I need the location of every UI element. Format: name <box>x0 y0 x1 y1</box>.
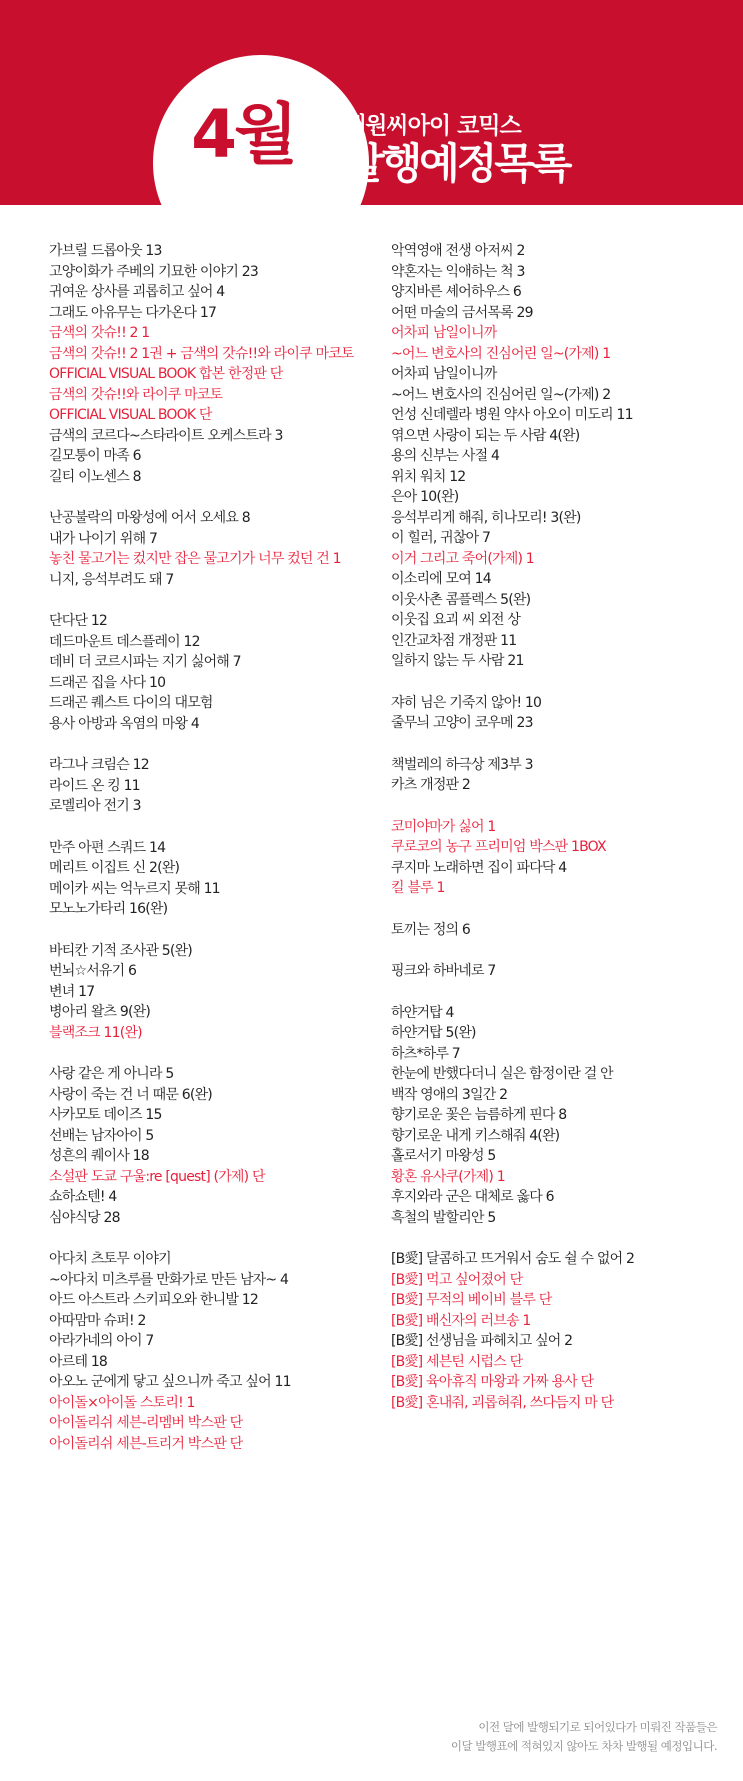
list-item: 그래도 아유무는 다가온다 17 <box>49 304 217 321</box>
list-item: 이소리에 모여 14 <box>391 571 491 587</box>
list-item: 악역영애 전생 아저씨 2 <box>391 243 525 259</box>
list-item: 일하지 않는 두 사람 21 <box>391 653 524 669</box>
list-item: 라이드 온 킹 11 <box>49 777 140 794</box>
list-item: 아라가네의 아이 7 <box>49 1333 154 1349</box>
list-item: 어차피 남일이니까 ~어느 변호사의 진심어린 일~(가제) 2 <box>391 366 611 403</box>
list-item: 하츠*하루 7 <box>391 1045 460 1062</box>
group-spacer <box>49 920 379 941</box>
list-item: 아오노 군에게 닿고 싶으니까 죽고 싶어 11 <box>49 1374 291 1390</box>
list-item-highlight: 놓친 물고기는 컸지만 잡은 물고기가 너무 컸던 건 1 <box>49 551 341 567</box>
list-item: 흑철의 발할리안 5 <box>391 1209 496 1226</box>
list-item: 이 힐러, 귀찮아 7 <box>391 530 491 546</box>
list-item: 이웃사촌 콤플렉스 5(완) <box>391 591 531 608</box>
list-item-highlight: [B愛] 먹고 싶어졌어 단 <box>391 1271 523 1288</box>
footer-line-2: 이달 발행표에 적혀있지 않아도 차차 발행될 예정입니다. <box>450 1739 717 1753</box>
list-item: 금색의 코르다~스타라이트 오케스트라 3 <box>49 427 283 444</box>
list-item-highlight: 어차피 남일이니까 ~어느 변호사의 진심어린 일~(가제) 1 <box>391 325 611 362</box>
list-item: 위치 워치 12 <box>391 468 466 485</box>
list-item: 단다단 12 <box>49 613 108 629</box>
list-item: 양지바른 셰어하우스 6 <box>391 284 521 300</box>
list-item-highlight: [B愛] 세븐틴 시럽스 단 <box>391 1353 523 1370</box>
footer-note <box>380 1718 717 1756</box>
list-item: 하얀거탑 4 <box>391 1004 454 1021</box>
group-spacer <box>49 817 379 838</box>
list-item: 메리트 이집트 신 2(완) <box>49 860 180 876</box>
group-spacer <box>49 734 379 755</box>
list-item: [B愛] 달콤하고 뜨거워서 숨도 쉴 수 없어 2 <box>391 1251 635 1267</box>
group-spacer <box>49 590 379 611</box>
list-item: 책벌레의 하극상 제3부 3 <box>391 756 533 773</box>
list-item: 라그나 크림슨 12 <box>49 757 149 773</box>
group-spacer <box>391 899 736 920</box>
group-spacer <box>391 1228 736 1249</box>
list-item: 고양이화가 주베의 기묘한 이야기 23 <box>49 263 258 280</box>
list-item: 바티칸 기적 조사관 5(완) <box>49 942 192 959</box>
list-item: 가브릴 드롭아웃 13 <box>49 243 162 259</box>
list-item-highlight: 이거 그리고 죽어(가제) 1 <box>391 550 534 567</box>
list-item: 드래곤 집을 사다 10 <box>49 674 166 691</box>
list-item: 어떤 마술의 금서목록 29 <box>391 304 533 321</box>
list-item-highlight: 소설판 도쿄 구울:re [quest] (가제) 단 <box>49 1168 265 1185</box>
list-item: 엮으면 사랑이 되는 두 사람 4(완) <box>391 427 580 444</box>
list-item-highlight: [B愛] 혼내줘, 괴롭혀줘, 쓰다듬지 마 단 <box>391 1394 614 1411</box>
list-item: 핑크와 하바네로 7 <box>391 963 496 979</box>
list-item-highlight: 코미야마가 싫어 1 <box>391 818 496 835</box>
list-item: [B愛] 선생님을 파헤치고 싶어 2 <box>391 1333 573 1349</box>
left-column <box>49 241 379 1454</box>
list-item-highlight: 블랙조크 11(완) <box>49 1024 142 1041</box>
month-label: 4월 <box>191 96 295 173</box>
list-item: 향기로운 꽃은 늠름하게 핀다 8 <box>391 1107 567 1123</box>
list-item: 데비 더 코르시파는 지기 싫어해 7 <box>49 654 241 670</box>
header-banner <box>0 0 743 205</box>
list-item: 드래곤 퀘스트 다이의 대모험 용사 아방과 옥염의 마왕 4 <box>49 695 213 732</box>
group-spacer <box>49 1228 379 1249</box>
list-item-highlight: 아이돌리쉬 세븐-트리거 박스판 단 <box>49 1435 243 1452</box>
list-item: 후지와라 군은 대체로 옳다 6 <box>391 1189 554 1205</box>
group-spacer <box>49 487 379 508</box>
list-item: 번뇌☆서유기 6 <box>49 963 137 979</box>
list-item-highlight: 킬 블루 1 <box>391 880 445 896</box>
list-item: 모노노가타리 16(완) <box>49 901 168 917</box>
list-item-highlight: 금색의 갓슈!! 2 1 <box>49 325 150 341</box>
group-spacer <box>391 940 736 961</box>
list-item: 만주 아편 스쿼드 14 <box>49 839 166 856</box>
list-item-highlight: [B愛] 무적의 베이비 블루 단 <box>391 1292 552 1308</box>
group-spacer <box>391 796 736 817</box>
list-item: 쟈히 님은 기죽지 않아! 10 <box>391 694 542 711</box>
list-item: 카츠 개정판 2 <box>391 777 471 793</box>
list-item: 병아리 왈츠 9(완) <box>49 1004 151 1020</box>
publisher-label: 대원씨아이 코믹스 <box>344 113 521 139</box>
list-item: 아르테 18 <box>49 1353 108 1370</box>
group-spacer <box>391 672 736 693</box>
list-item: 길티 이노센스 8 <box>49 468 141 485</box>
list-item: 사랑이 죽는 건 너 때문 6(완) <box>49 1086 212 1103</box>
list-item: 홀로서기 마왕성 5 <box>391 1148 496 1164</box>
list-item: 아따맘마 슈퍼! 2 <box>49 1312 146 1329</box>
list-item: 사카모토 데이즈 15 <box>49 1107 162 1123</box>
footer-line-1: 이전 달에 발행되기로 되어있다가 미뤄진 작품들은 <box>478 1720 717 1734</box>
list-item-highlight: 황혼 유사쿠(가제) 1 <box>391 1168 505 1185</box>
right-column <box>391 241 736 1413</box>
list-item: 용의 신부는 사절 4 <box>391 448 500 464</box>
list-item: 향기로운 내게 키스해줘 4(완) <box>391 1127 560 1144</box>
list-item: 쿠지마 노래하면 집이 파다닥 4 <box>391 859 567 876</box>
list-item: 아드 아스트라 스키피오와 한니발 12 <box>49 1292 258 1308</box>
list-item: 데드마운트 데스플레이 12 <box>49 633 200 650</box>
list-item: 변녀 17 <box>49 983 95 1000</box>
list-item: 니지, 응석부려도 돼 7 <box>49 571 174 588</box>
list-item-highlight: [B愛] 배신자의 러브송 1 <box>391 1312 531 1329</box>
list-item: 난공불락의 마왕성에 어서 오세요 8 <box>49 510 250 526</box>
group-spacer <box>391 982 736 1003</box>
list-item: 하얀거탑 5(완) <box>391 1025 476 1041</box>
list-item: 응석부리게 해줘, 히나모리! 3(완) <box>391 509 581 526</box>
list-item: 은아 10(완) <box>391 489 459 505</box>
list-item: 귀여운 상사를 괴롭히고 싶어 4 <box>49 284 225 300</box>
list-item: 내가 나이기 위해 7 <box>49 530 158 547</box>
list-item: 한눈에 반했다더니 실은 함정이란 걸 안 백작 영애의 3일간 2 <box>391 1066 613 1103</box>
list-item: 로멜리아 전기 3 <box>49 798 141 814</box>
list-item: 약혼자는 익애하는 척 3 <box>391 263 525 280</box>
list-item: 메이카 씨는 억누르지 못해 11 <box>49 880 220 897</box>
list-item-highlight: 아이돌리쉬 세븐-리멤버 박스판 단 <box>49 1415 243 1431</box>
list-item: 이웃집 요괴 씨 외전 상 <box>391 612 521 628</box>
list-item: 토끼는 정의 6 <box>391 921 471 938</box>
list-item: 사랑 같은 게 아니라 5 <box>49 1066 174 1082</box>
list-item: 선배는 남자아이 5 <box>49 1127 154 1144</box>
list-item-highlight: 아이돌×아이돌 스토리! 1 <box>49 1394 195 1411</box>
list-item: 쇼하쇼텐! 4 <box>49 1189 117 1205</box>
list-item: 아다치 츠토무 이야기 ~아다치 미츠루를 만화가로 만든 남자~ 4 <box>49 1251 289 1288</box>
list-item: 인간교차점 개정판 11 <box>391 632 517 649</box>
list-item: 줄무늬 고양이 코우메 23 <box>391 715 533 731</box>
group-spacer <box>391 734 736 755</box>
list-item: 길모퉁이 마족 6 <box>49 448 141 464</box>
list-item-highlight: [B愛] 육아휴직 마왕과 가짜 용사 단 <box>391 1374 594 1390</box>
list-item-highlight: 금색의 갓슈!!와 라이쿠 마코토 OFFICIAL VISUAL BOOK 단 <box>49 386 223 423</box>
list-item: 심야식당 28 <box>49 1209 120 1226</box>
group-spacer <box>49 1043 379 1064</box>
list-item-highlight: 금색의 갓슈!! 2 1권 + 금색의 갓슈!!와 라이쿠 마코토 OFFICIAL VISUAL BOOK 합본 한정판 단 <box>49 345 354 382</box>
list-item-highlight: 쿠로코의 농구 프리미엄 박스판 1BOX <box>391 839 606 855</box>
list-item: 언성 신데렐라 병원 약사 아오이 미도리 11 <box>391 407 633 423</box>
page-title: 발행예정목록 <box>344 139 570 188</box>
list-item: 성흔의 퀘이사 18 <box>49 1148 149 1164</box>
